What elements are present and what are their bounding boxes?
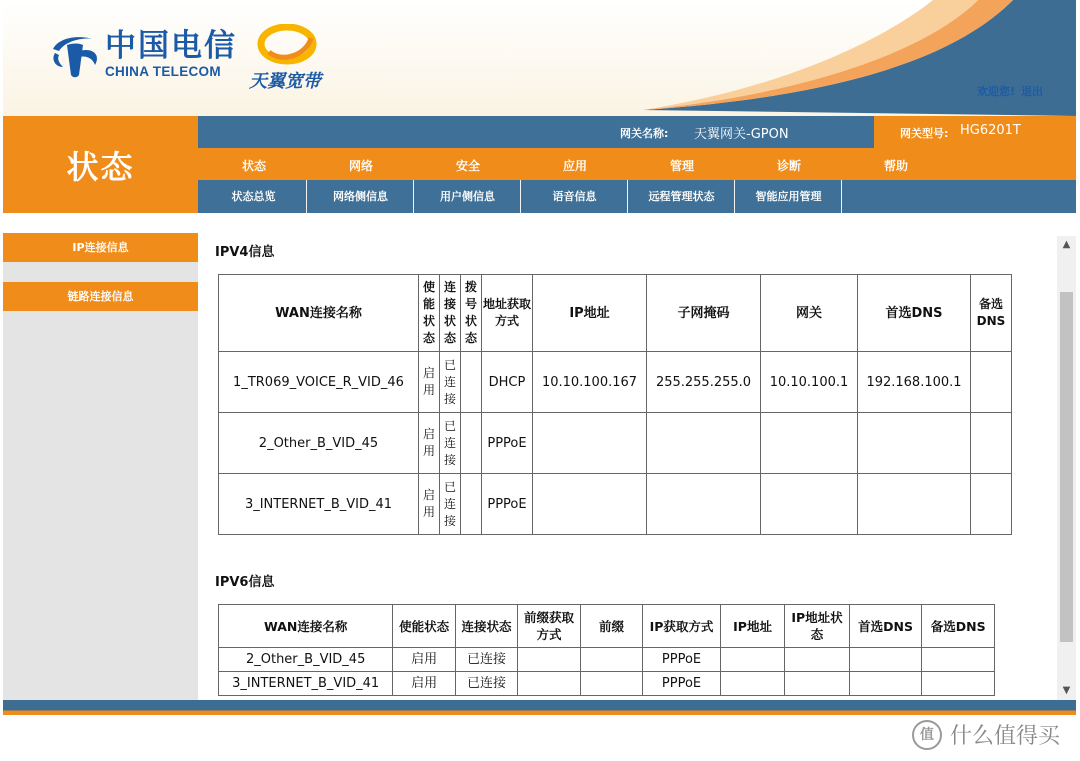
cell xyxy=(849,672,922,696)
tab-smart-app-management[interactable]: 智能应用管理 xyxy=(736,180,842,213)
cell: 10.10.100.1 xyxy=(761,352,858,413)
cell: 启用 xyxy=(393,648,455,672)
sidebar-item-ip-connection[interactable]: IP连接信息 xyxy=(3,233,198,262)
main-nav xyxy=(198,148,1076,180)
cell xyxy=(971,413,1012,474)
cell xyxy=(461,474,482,535)
logout-link[interactable]: 退出 xyxy=(1021,85,1044,98)
device-info-bar xyxy=(198,116,1076,148)
nav-status[interactable]: 状态 xyxy=(241,159,266,173)
watermark-badge-icon: 值 xyxy=(912,720,942,750)
welcome-text: 欢迎您! xyxy=(977,85,1016,98)
cell xyxy=(461,413,482,474)
col-dial-status: 拨号状态 xyxy=(461,275,482,352)
table-row xyxy=(219,474,1012,535)
cell: PPPoE xyxy=(643,672,721,696)
cell: 启用 xyxy=(419,413,440,474)
table-row xyxy=(219,672,995,696)
brand-cn: 中国电信 xyxy=(105,28,237,64)
ipv4-section-title: IPV4信息 xyxy=(215,245,275,260)
table-row xyxy=(219,648,995,672)
cell: 已连接 xyxy=(455,648,517,672)
cell xyxy=(858,474,971,535)
gateway-model-value: HG6201T xyxy=(960,123,1021,138)
col-enable-status: 使能状态 xyxy=(419,275,440,352)
col-wan-name: WAN连接名称 xyxy=(219,605,393,648)
cell xyxy=(647,474,761,535)
tianyi-broadband-logo xyxy=(249,24,339,92)
col-gateway: 网关 xyxy=(761,275,858,352)
tab-status-overview[interactable]: 状态总览 xyxy=(201,180,307,213)
cell: PPPoE xyxy=(482,413,533,474)
header-banner xyxy=(3,0,1076,116)
cell xyxy=(647,413,761,474)
cell: 10.10.100.167 xyxy=(533,352,647,413)
brand-en: CHINA TELECOM xyxy=(105,64,221,79)
col-connection-status: 连接状态 xyxy=(455,605,517,648)
cell: 1_TR069_VOICE_R_VID_46 xyxy=(219,352,419,413)
footer-bar xyxy=(3,700,1076,715)
cell: PPPoE xyxy=(643,648,721,672)
nav-application[interactable]: 应用 xyxy=(562,159,587,173)
cell xyxy=(761,413,858,474)
nav-management[interactable]: 管理 xyxy=(669,159,694,173)
gateway-model-label: 网关型号: xyxy=(900,127,949,140)
gateway-name-value: 天翼网关-GPON xyxy=(694,127,789,142)
nav-network[interactable]: 网络 xyxy=(348,159,373,173)
cell xyxy=(720,648,784,672)
cell xyxy=(580,672,642,696)
china-telecom-logo xyxy=(49,30,237,79)
cell xyxy=(761,474,858,535)
col-primary-dns: 首选DNS xyxy=(849,605,922,648)
cell: 255.255.255.0 xyxy=(647,352,761,413)
col-subnet-mask: 子网掩码 xyxy=(647,275,761,352)
col-secondary-dns: 备选DNS xyxy=(922,605,995,648)
col-ip-address-status: IP地址状态 xyxy=(785,605,849,648)
product-name: 天翼宽带 xyxy=(249,71,321,92)
cell: DHCP xyxy=(482,352,533,413)
sidebar xyxy=(3,213,198,700)
cell xyxy=(461,352,482,413)
cell xyxy=(518,648,580,672)
tab-network-side-info[interactable]: 网络侧信息 xyxy=(308,180,414,213)
scroll-up-arrow-icon[interactable]: ▲ xyxy=(1062,239,1071,250)
ipv4-table xyxy=(218,274,1012,535)
tianyi-logo-icon xyxy=(249,24,319,68)
col-prefix: 前缀 xyxy=(580,605,642,648)
scroll-down-arrow-icon[interactable]: ▼ xyxy=(1062,685,1071,696)
col-prefix-method: 前缀获取方式 xyxy=(518,605,580,648)
watermark-text: 什么值得买 xyxy=(950,724,1061,749)
cell xyxy=(858,413,971,474)
cell: 已连接 xyxy=(455,672,517,696)
col-wan-name: WAN连接名称 xyxy=(219,275,419,352)
cell: 3_INTERNET_B_VID_41 xyxy=(219,474,419,535)
col-address-method: 地址获取方式 xyxy=(482,275,533,352)
tab-voice-info[interactable]: 语音信息 xyxy=(522,180,628,213)
cell: PPPoE xyxy=(482,474,533,535)
col-primary-dns: 首选DNS xyxy=(858,275,971,352)
ipv6-table xyxy=(218,604,995,696)
cell: 2_Other_B_VID_45 xyxy=(219,648,393,672)
cell xyxy=(533,474,647,535)
ipv6-header-row xyxy=(219,605,995,648)
col-ip-address: IP地址 xyxy=(720,605,784,648)
cell: 3_INTERNET_B_VID_41 xyxy=(219,672,393,696)
sidebar-spacer xyxy=(3,213,198,233)
telecom-logo-icon xyxy=(49,31,103,79)
cell xyxy=(785,672,849,696)
welcome-area xyxy=(977,83,1049,99)
cell xyxy=(785,648,849,672)
content-scrollbar[interactable] xyxy=(1057,236,1076,700)
nav-security[interactable]: 安全 xyxy=(455,159,480,173)
ipv4-header-row xyxy=(219,275,1012,352)
col-enable-status: 使能状态 xyxy=(393,605,455,648)
sub-nav xyxy=(198,180,1076,213)
col-ip-address: IP地址 xyxy=(533,275,647,352)
cell: 启用 xyxy=(419,352,440,413)
cell: 已连接 xyxy=(440,474,461,535)
ipv6-section-title: IPV6信息 xyxy=(215,575,275,590)
nav-diagnosis[interactable]: 诊断 xyxy=(776,159,801,173)
cell xyxy=(971,474,1012,535)
cell: 启用 xyxy=(419,474,440,535)
cell xyxy=(518,672,580,696)
cell xyxy=(922,648,995,672)
table-row xyxy=(219,413,1012,474)
router-admin-page xyxy=(3,0,1076,761)
cell: 2_Other_B_VID_45 xyxy=(219,413,419,474)
nav-help[interactable]: 帮助 xyxy=(883,159,908,173)
cell xyxy=(922,672,995,696)
page-title: 状态 xyxy=(3,116,198,213)
content-area xyxy=(198,213,1076,700)
cell: 192.168.100.1 xyxy=(858,352,971,413)
tab-user-side-info[interactable]: 用户侧信息 xyxy=(415,180,521,213)
cell: 已连接 xyxy=(440,413,461,474)
cell xyxy=(720,672,784,696)
gateway-model-box xyxy=(874,116,1076,148)
scrollbar-thumb[interactable] xyxy=(1060,292,1073,642)
cell xyxy=(971,352,1012,413)
tab-remote-management[interactable]: 远程管理状态 xyxy=(629,180,735,213)
col-secondary-dns: 备选DNS xyxy=(971,275,1012,352)
sidebar-item-link-connection[interactable]: 链路连接信息 xyxy=(3,282,198,311)
col-ip-method: IP获取方式 xyxy=(643,605,721,648)
cell xyxy=(580,648,642,672)
cell xyxy=(849,648,922,672)
col-connection-status: 连接状态 xyxy=(440,275,461,352)
table-row xyxy=(219,352,1012,413)
cell: 启用 xyxy=(393,672,455,696)
gateway-name-label: 网关名称: xyxy=(620,127,669,140)
cell xyxy=(533,413,647,474)
watermark xyxy=(912,719,1060,750)
cell: 已连接 xyxy=(440,352,461,413)
